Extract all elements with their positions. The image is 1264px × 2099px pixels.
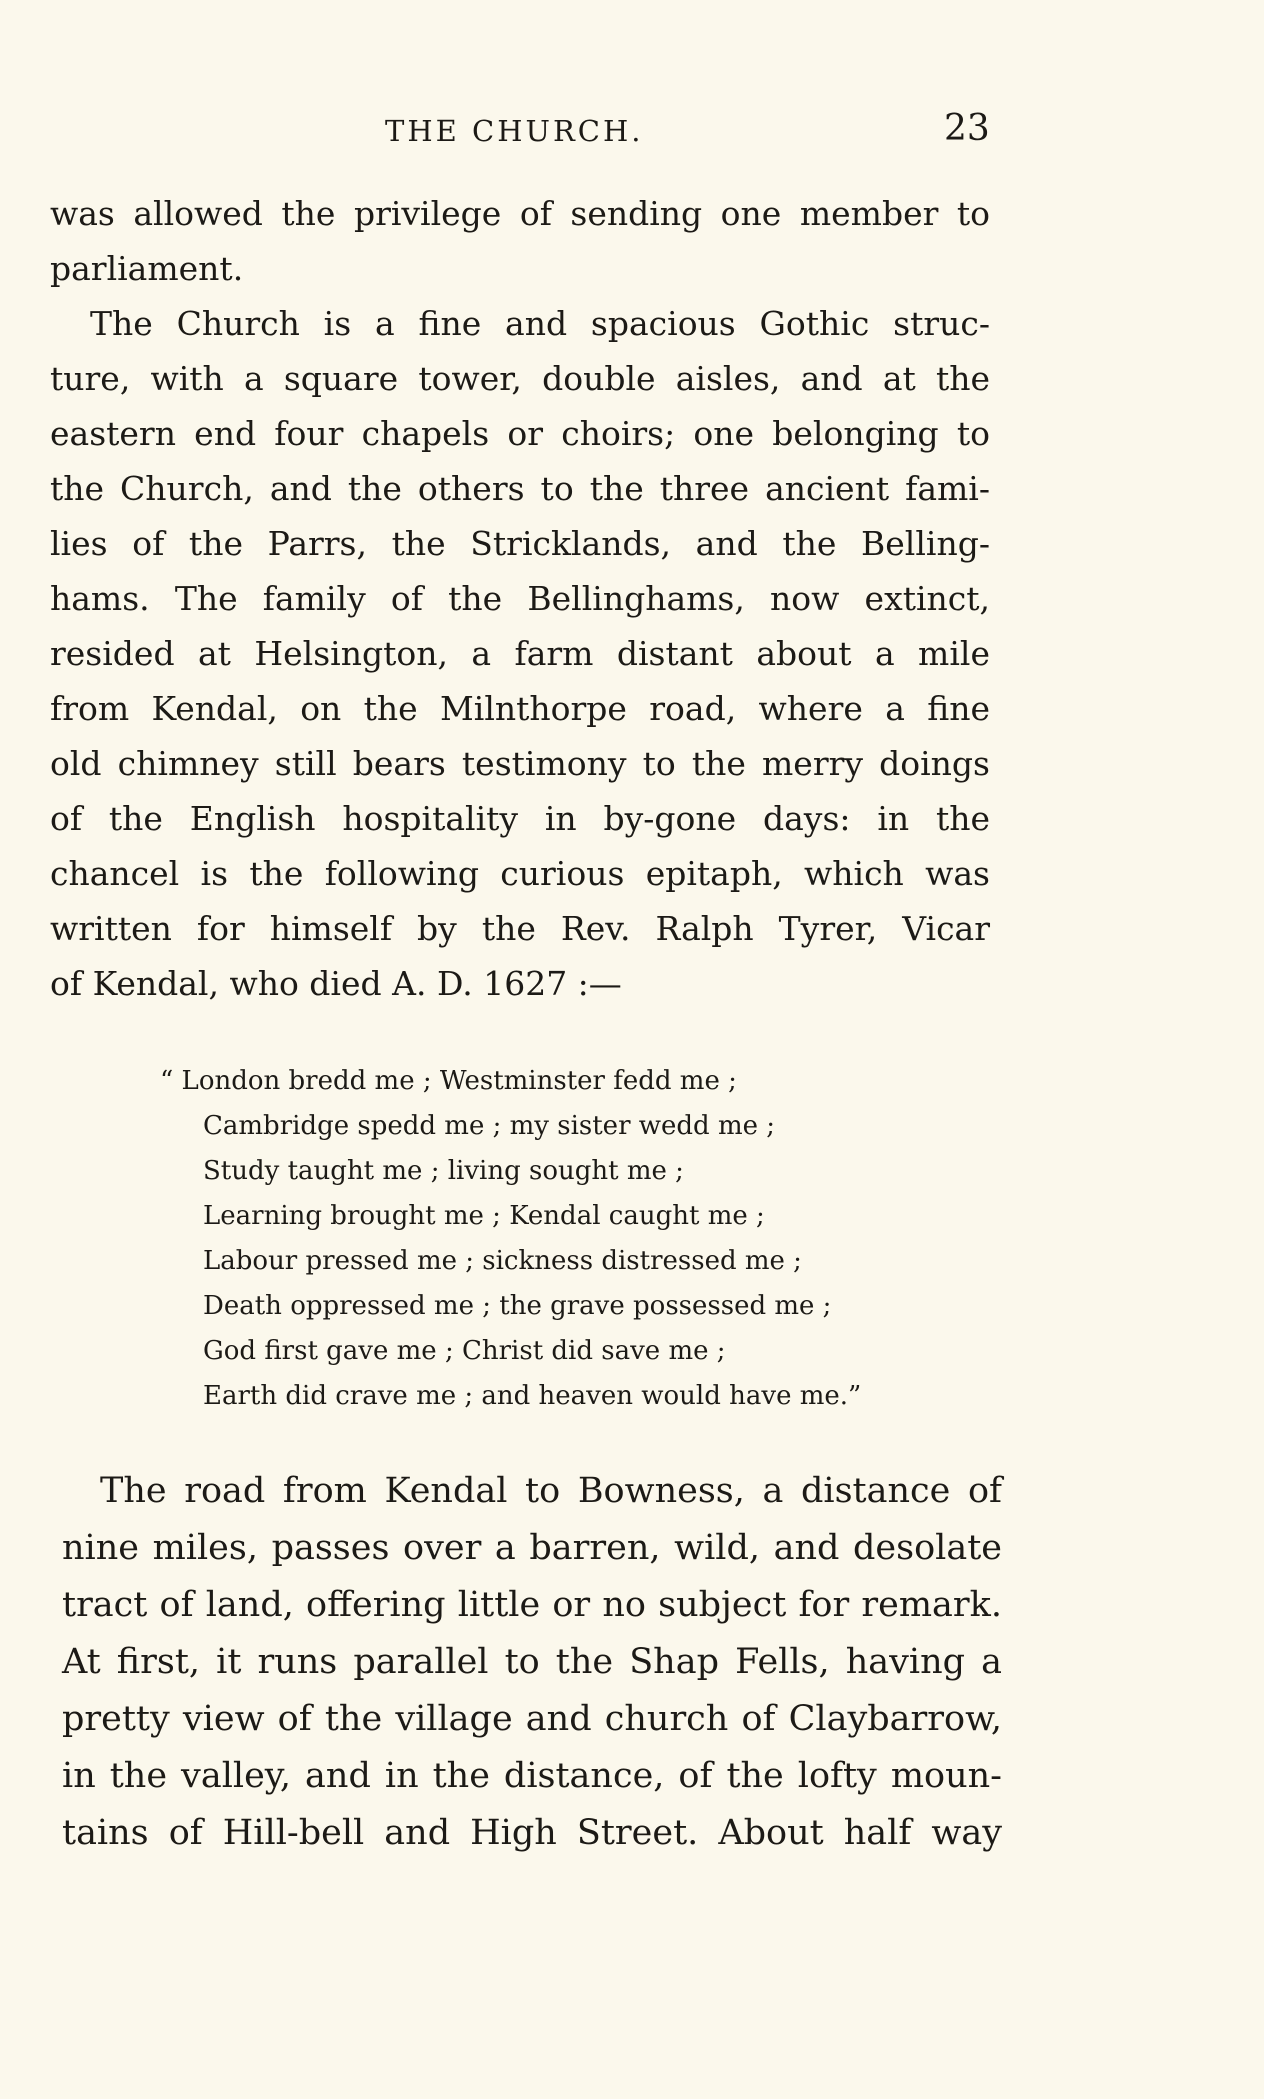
text-line: chancel is the following curious epitaph, which was [50,854,990,893]
text-line: ture, with a square tower, double aisles, and at the [50,359,990,398]
text-line: At first, it runs parallel to the Shap Fells, having a [62,1642,1002,1682]
poem-line: Cambridge spedd me ; my sister wedd me ; [203,1111,776,1141]
page-number: 23 [944,108,990,149]
text-line: of Kendal, who died A. D. 1627 :— [50,964,622,1003]
poem-line: Earth did crave me ; and heaven would have me.” [203,1381,862,1411]
text-line: was allowed the privilege of sending one member to [50,194,990,233]
running-title: THE CHURCH. [385,114,644,148]
text-line: written for himself by the Rev. Ralph Tyrer, Vicar [50,909,990,948]
running-head [0,108,1264,148]
text-line: hams. The family of the Bellinghams, now extinct, [50,579,990,618]
text-line: tract of land, offering little or no subject for remark. [62,1585,1002,1625]
text-line: old chimney still bears testimony to the merry doings [50,744,990,783]
poem-line: Study taught me ; living sought me ; [203,1156,684,1186]
text-line: eastern end four chapels or choirs; one belonging to [50,414,990,453]
text-line: pretty view of the village and church of Claybarrow, [62,1699,1002,1739]
text-line: lies of the Parrs, the Stricklands, and the Belling- [50,524,990,563]
text-line: nine miles, passes over a barren, wild, and desolate [62,1528,1002,1568]
poem-line: “ London bredd me ; Westminster fedd me ; [160,1066,737,1096]
poem-line: Labour pressed me ; sickness distressed me ; [203,1246,802,1276]
text-line: in the valley, and in the distance, of the lofty moun- [62,1756,1002,1796]
poem-line: Death oppressed me ; the grave possessed me ; [203,1291,832,1321]
text-line: tains of Hill-bell and High Street. About half way [62,1813,1002,1853]
poem-line: God first gave me ; Christ did save me ; [203,1336,726,1366]
text-line: The road from Kendal to Bowness, a distance of [100,1471,1002,1511]
text-line: the Church, and the others to the three ancient fami- [50,469,990,508]
text-line: resided at Helsington, a farm distant about a mile [50,634,990,673]
text-line: from Kendal, on the Milnthorpe road, where a fine [50,689,990,728]
poem-line: Learning brought me ; Kendal caught me ; [203,1201,765,1231]
text-line: The Church is a fine and spacious Gothic struc- [90,304,990,343]
text-line: of the English hospitality in by-gone days: in the [50,799,990,838]
text-line: parliament. [50,249,244,288]
